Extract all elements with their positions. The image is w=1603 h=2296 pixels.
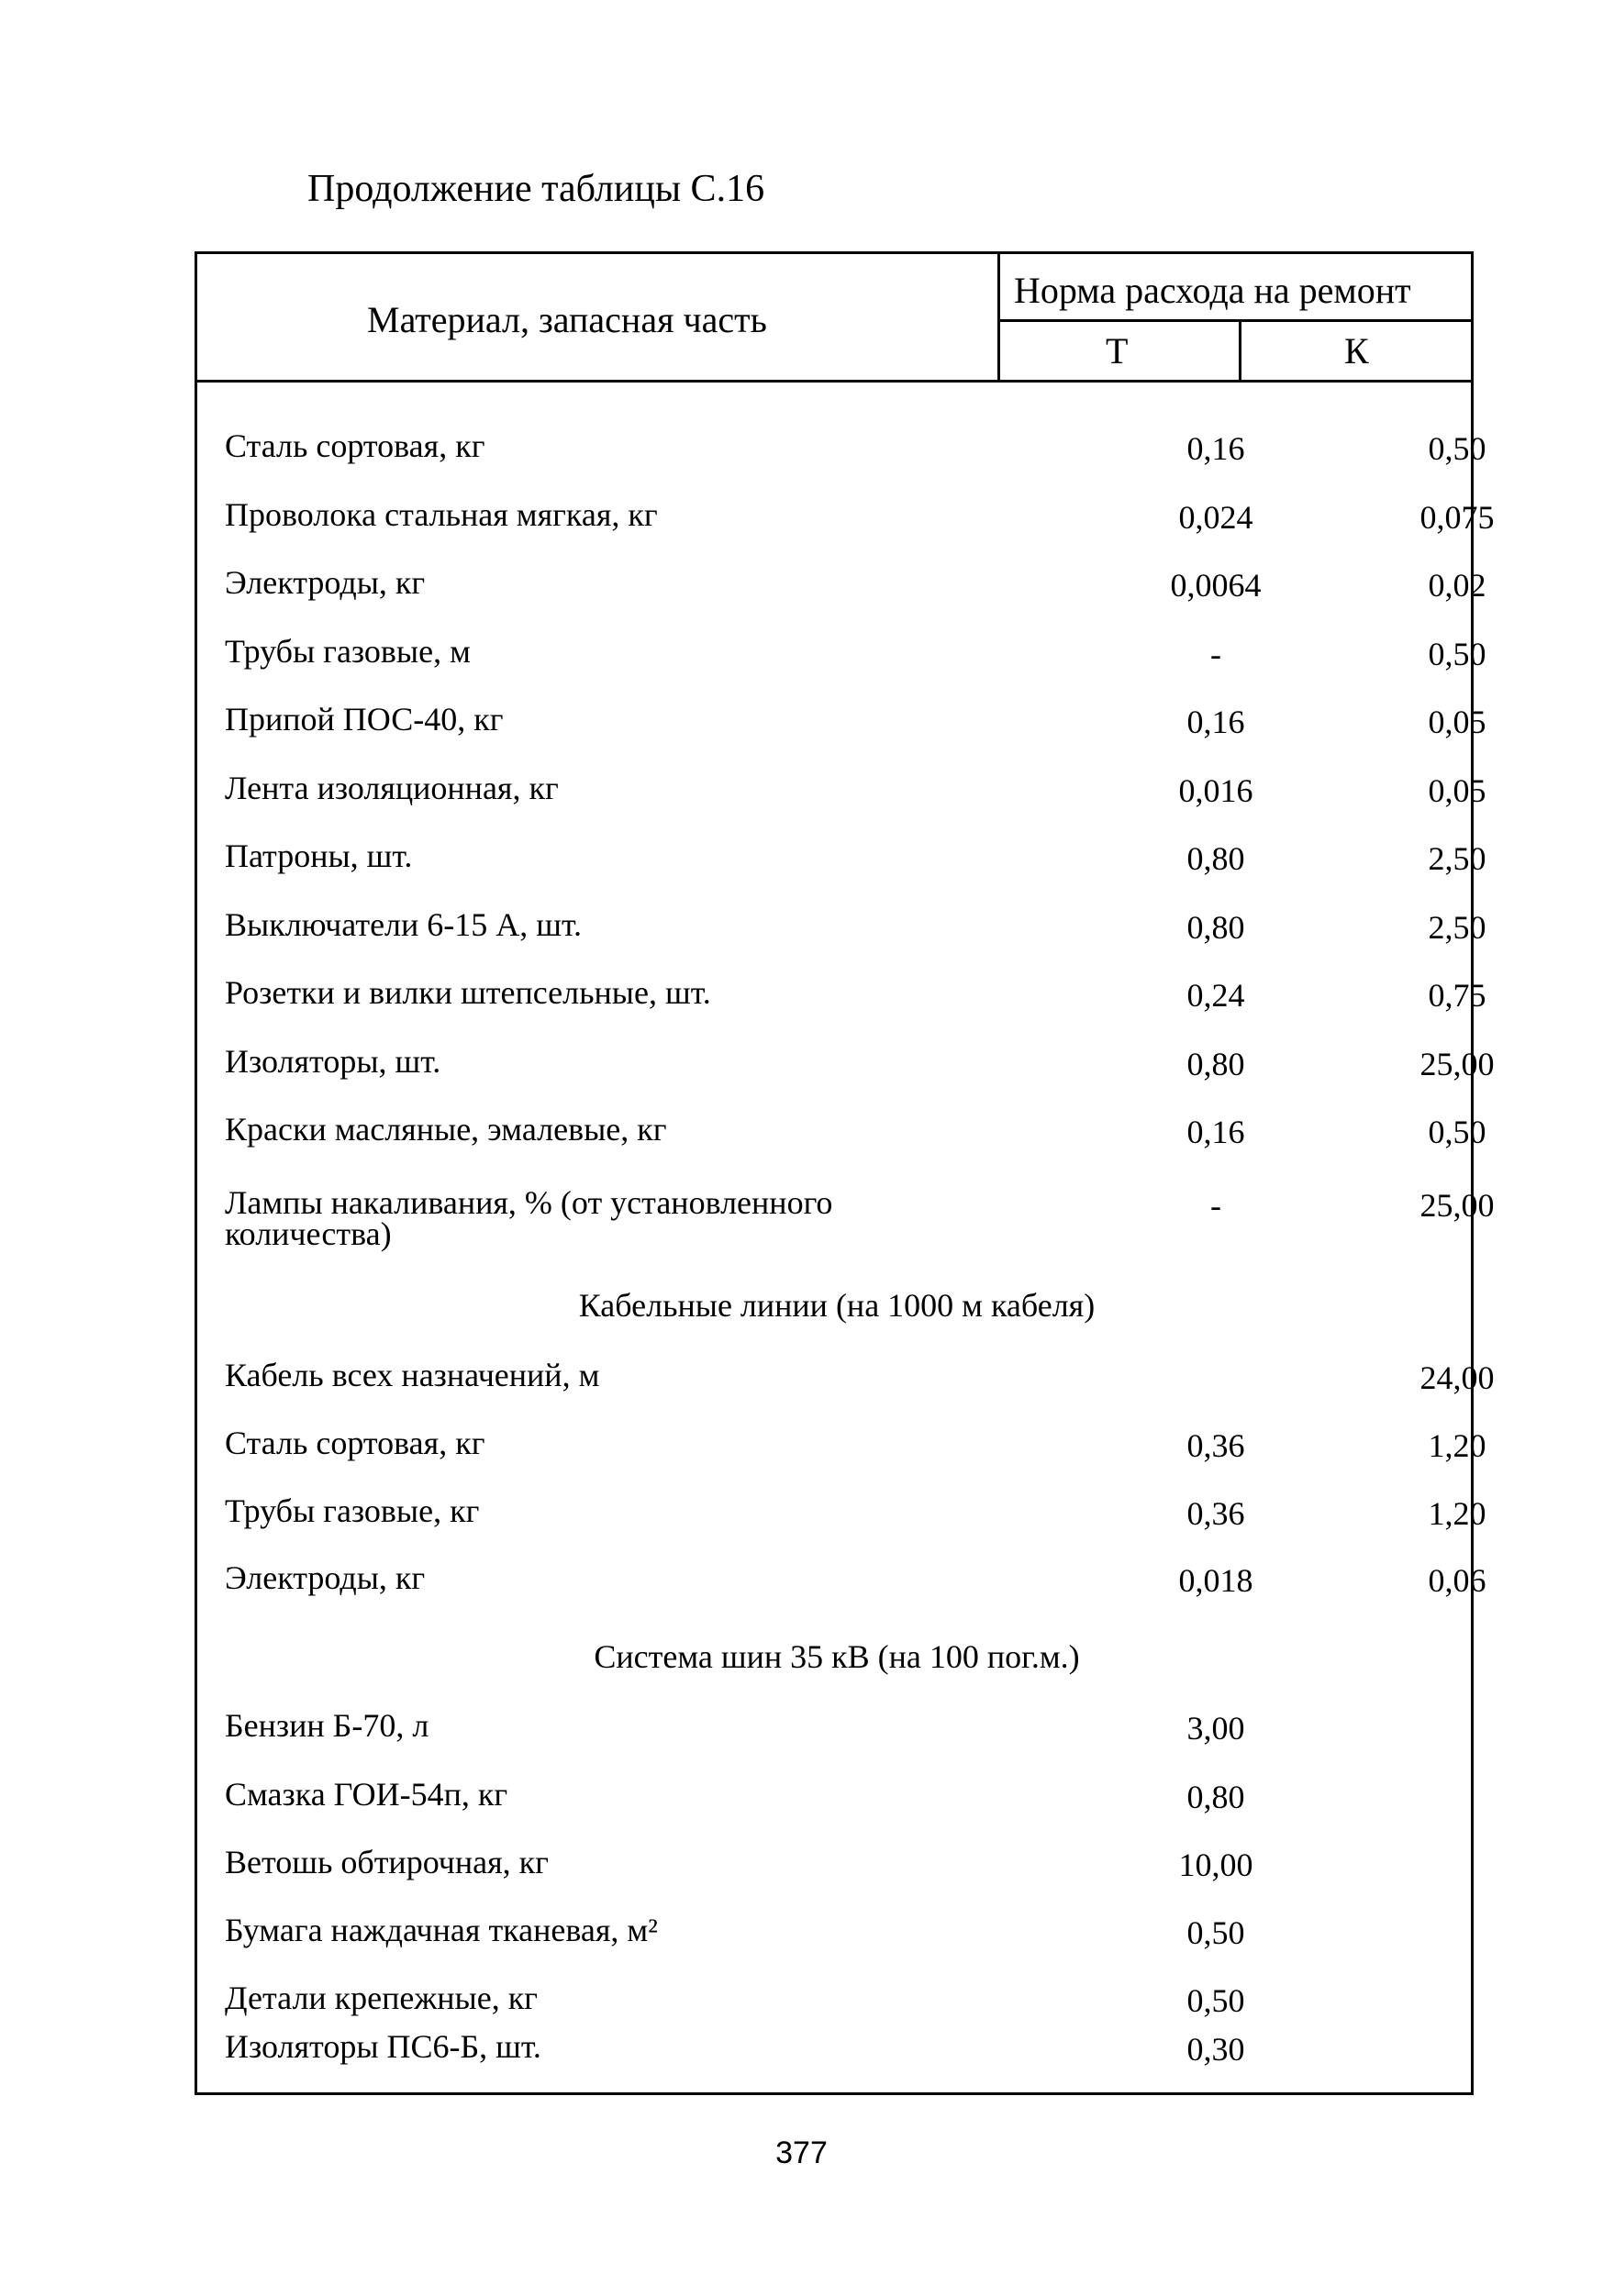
row-name: Трубы газовые, кг bbox=[225, 1492, 480, 1529]
table-row bbox=[197, 1492, 1486, 1549]
header-col-t: Т bbox=[1106, 330, 1129, 372]
row-name: Электроды, кг bbox=[225, 564, 426, 601]
row-value-k: 0,50 bbox=[1428, 430, 1486, 467]
row-name: Детали крепежные, кг bbox=[225, 1980, 538, 2016]
row-value-k: 0,05 bbox=[1428, 704, 1486, 740]
consumption-table bbox=[195, 251, 1495, 2095]
row-name: Розетки и вилки штепсельные, шт. bbox=[225, 974, 711, 1011]
row-name: Сталь сортовая, кг bbox=[225, 1425, 485, 1461]
row-value-k: 2,50 bbox=[1428, 840, 1486, 877]
norm-subheader-rule bbox=[997, 319, 1471, 322]
row-name: Изоляторы ПС6-Б, шт. bbox=[225, 2028, 541, 2065]
row-value-k: 0,50 bbox=[1428, 1114, 1486, 1150]
row-name: Ветошь обтирочная, кг bbox=[225, 1844, 549, 1880]
material-column-divider bbox=[997, 254, 1000, 380]
row-value-t: 10,00 bbox=[1178, 1847, 1253, 1883]
row-value-k: 0,02 bbox=[1428, 567, 1486, 604]
row-value-t: 0,80 bbox=[1186, 1779, 1245, 1815]
row-value-t: 0,0064 bbox=[1170, 567, 1262, 604]
row-name: Трубы газовые, м bbox=[225, 632, 471, 670]
row-value-k: 24,00 bbox=[1419, 1359, 1495, 1396]
row-value-t: 3,00 bbox=[1186, 1710, 1245, 1747]
row-name: Кабель всех назначений, м bbox=[225, 1357, 600, 1393]
table-row bbox=[197, 1425, 1486, 1481]
header-norm: Норма расхода на ремонт bbox=[1014, 270, 1411, 311]
row-value-t: 0,80 bbox=[1186, 908, 1245, 946]
header-bottom-rule bbox=[197, 380, 1471, 383]
row-name: Изоляторы, шт. bbox=[225, 1042, 441, 1080]
row-value-t: 0,16 bbox=[1186, 1114, 1245, 1150]
table-row bbox=[197, 837, 1486, 894]
header-material: Материал, запасная часть bbox=[367, 299, 767, 340]
table-row bbox=[197, 1778, 1476, 1833]
table-row bbox=[197, 632, 1486, 690]
row-value-k: 25,00 bbox=[1419, 1045, 1495, 1082]
table-row bbox=[197, 1709, 1476, 1764]
row-value-k: 0,50 bbox=[1428, 635, 1486, 672]
row-value-t: 0,024 bbox=[1178, 498, 1253, 536]
table-row bbox=[197, 1111, 1486, 1168]
row-name: Патроны, шт. bbox=[225, 837, 413, 874]
table-row bbox=[197, 974, 1486, 1031]
row-name: Проволока стальная мягкая, кг bbox=[225, 495, 658, 533]
row-value-t: 0,50 bbox=[1186, 1982, 1245, 2019]
row-value-t: 0,16 bbox=[1186, 704, 1245, 740]
section-title-bus: Система шин 35 кВ (на 100 пог.м.) bbox=[594, 1638, 1080, 1675]
row-value-k: 1,20 bbox=[1428, 1427, 1486, 1464]
row-value-t: 0,16 bbox=[1186, 430, 1245, 467]
row-value-k: 25,00 bbox=[1419, 1187, 1495, 1224]
table-row bbox=[197, 1184, 1495, 1259]
row-name: Сталь сортовая, кг bbox=[225, 427, 485, 464]
row-value-t: 0,24 bbox=[1186, 977, 1245, 1014]
t-k-column-divider bbox=[1239, 319, 1241, 380]
row-name: Краски масляные, эмалевые, кг bbox=[225, 1111, 667, 1148]
table-row bbox=[197, 495, 1495, 553]
row-name: Смазка ГОИ-54п, кг bbox=[225, 1776, 508, 1813]
row-name: Лента изоляционная, кг bbox=[225, 769, 559, 806]
header-col-k: К bbox=[1344, 330, 1369, 372]
table-row bbox=[197, 2030, 1476, 2085]
table-row bbox=[197, 427, 1486, 484]
row-name: количества) bbox=[225, 1215, 392, 1252]
row-name: Лампы накаливания, % (от установленного bbox=[225, 1184, 833, 1221]
row-value-t: 0,36 bbox=[1186, 1427, 1245, 1464]
page-number: 377 bbox=[775, 2135, 828, 2170]
table-row bbox=[197, 1846, 1476, 1901]
row-value-t: 0,30 bbox=[1186, 2031, 1245, 2068]
row-value-t: 0,018 bbox=[1178, 1562, 1253, 1599]
table-row bbox=[197, 1357, 1495, 1414]
table-caption: Продолжение таблицы С.16 bbox=[307, 168, 765, 210]
row-name: Припой ПОС-40, кг bbox=[225, 701, 504, 738]
row-value-k: 0,075 bbox=[1419, 498, 1495, 536]
row-value-t: - bbox=[1210, 635, 1221, 672]
row-name: Бензин Б-70, л bbox=[225, 1707, 429, 1744]
row-name: Бумага наждачная тканевая, м² bbox=[225, 1912, 658, 1948]
table-row bbox=[197, 1559, 1486, 1616]
table-row bbox=[197, 701, 1486, 758]
row-name: Выключатели 6-15 А, шт. bbox=[225, 905, 583, 943]
row-name: Электроды, кг bbox=[225, 1559, 426, 1596]
table-row bbox=[197, 905, 1486, 963]
table-row bbox=[197, 769, 1486, 826]
row-value-t: 0,80 bbox=[1186, 840, 1245, 877]
row-value-k: 0,05 bbox=[1428, 771, 1486, 809]
row-value-t: 0,80 bbox=[1186, 1045, 1245, 1082]
table-row bbox=[197, 564, 1486, 621]
section-title-cable: Кабельные линии (на 1000 м кабеля) bbox=[578, 1287, 1096, 1324]
row-value-t: 0,016 bbox=[1178, 771, 1253, 809]
row-value-k: 1,20 bbox=[1428, 1495, 1486, 1532]
table-row bbox=[197, 1042, 1495, 1100]
row-value-t: 0,50 bbox=[1186, 1914, 1245, 1951]
row-value-t: - bbox=[1210, 1187, 1221, 1224]
row-value-k: 0,06 bbox=[1428, 1562, 1486, 1599]
row-value-k: 2,50 bbox=[1428, 908, 1486, 946]
row-value-k: 0,75 bbox=[1428, 977, 1486, 1014]
row-value-t: 0,36 bbox=[1186, 1495, 1245, 1532]
table-row bbox=[197, 1913, 1476, 1969]
